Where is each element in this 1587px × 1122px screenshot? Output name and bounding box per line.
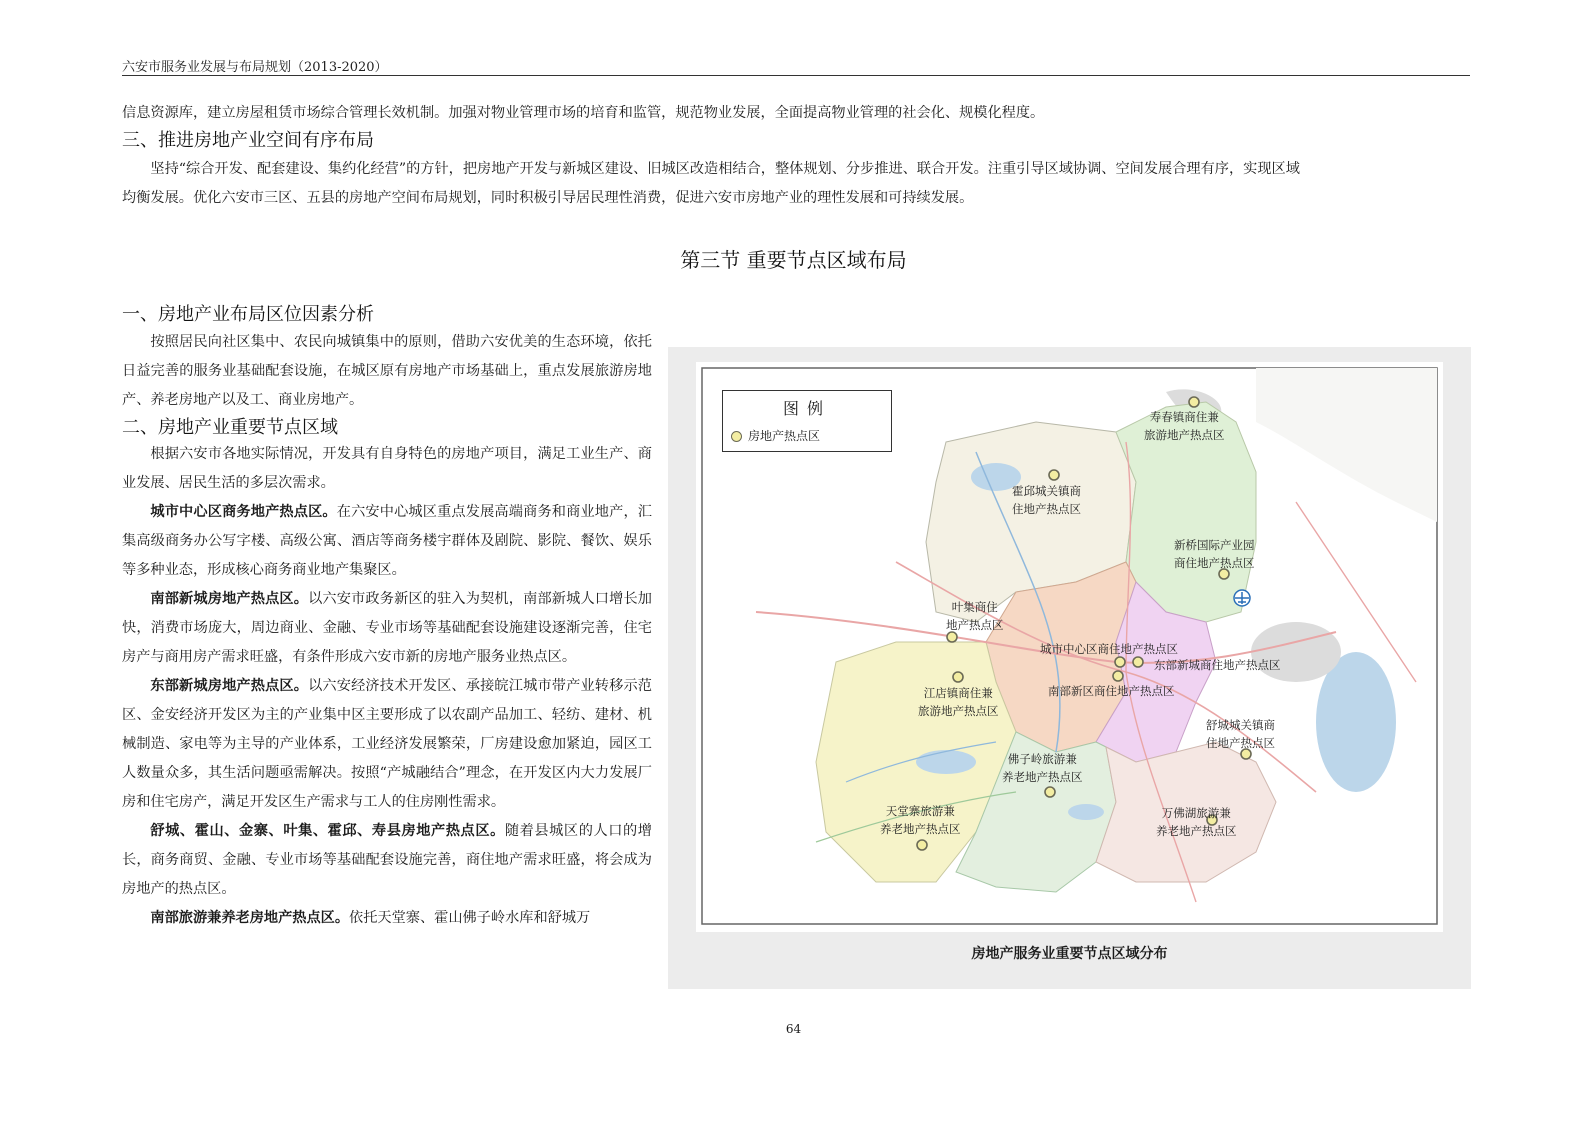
section3-paragraph-line2: 均衡发展。优化六安市三区、五县的房地产空间布局规划，同时积极引导居民理性消费，促进六安市房地产业的理性发展和可持续发展。: [122, 190, 974, 206]
node-item-title: 南部旅游兼养老房地产热点区。: [150, 910, 350, 926]
airport-icon: [1234, 590, 1250, 606]
map-label-jiangdian: 江店镇商住兼 旅游地产热点区: [918, 686, 999, 718]
node-item-city-center: [122, 498, 652, 585]
map-label-city-center: 城市中心区商住地产热点区: [1040, 642, 1178, 656]
map-frame: [696, 362, 1443, 932]
hotspot-marker: [917, 840, 927, 850]
legend-title: 图例: [782, 399, 831, 418]
node-item-title: 城市中心区商务地产热点区。: [150, 504, 337, 520]
node-item-text: 以六安经济技术开发区、承接皖江城市带产业转移示范区、金安经济开发区为主的产业集中区主要形成了以农副产品加工、轻纺、建材、机械制造、家电等为主导的产业体系，工业经济发展繁荣，厂房建设愈加紧迫，园区工人数量众多，其生活问题亟需解决。按照“产城融结合”理念，在开发区内大力发展厂房和住宅房产，满足开发区生产需求与工人的住房刚性需求。: [122, 678, 652, 810]
section3-heading: 三、推进房地产业空间有序布局: [122, 130, 374, 151]
header-rule: [122, 75, 1470, 76]
hotspot-marker: [1049, 470, 1059, 480]
node-item-south-tourism: [122, 904, 652, 933]
node-item-south-newtown: [122, 585, 652, 672]
node-item-title: 舒城、霍山、金寨、叶集、霍邱、寿县房地产热点区。: [150, 823, 505, 839]
sub2-heading: 二、房地产业重要节点区域: [122, 417, 338, 438]
legend-item-label: 房地产热点区: [748, 429, 821, 443]
hotspot-marker: [1113, 671, 1123, 681]
node-item-text: 随着县城区的人口的增长，商务商贸、金融、专业市场等基础配套设施完善，商住地产需求旺盛，将会成为房地产的热点区。: [122, 823, 652, 897]
map-caption: 房地产服务业重要节点区域分布: [971, 946, 1168, 962]
map-label-xinqiao: 新桥国际产业园 商住地产热点区: [1174, 538, 1255, 570]
hotspot-marker: [1189, 397, 1199, 407]
chapter-title: 第三节 重要节点区域布局: [680, 248, 907, 272]
sub1-heading: 一、房地产业布局区位因素分析: [122, 304, 374, 325]
map-label-yeji: 叶集商住 地产热点区: [946, 600, 1004, 632]
page-number: 64: [785, 1022, 802, 1036]
page-header-title: 六安市服务业发展与布局规划（2013-2020）: [122, 60, 388, 75]
map-figure: [668, 347, 1471, 989]
sub1-paragraph: 按照居民向社区集中、农民向城镇集中的原则，借助六安优美的生态环境，依托日益完善的服务业基础配套设施，在城区原有房地产市场基础上，重点发展旅游房地产、养老房地产以及工、商业房地产。: [122, 334, 652, 408]
node-item-counties: [122, 817, 652, 904]
map-label-wanfohu: 万佛湖旅游兼 养老地产热点区: [1156, 806, 1237, 838]
hotspot-marker: [953, 672, 963, 682]
map-label-huoqiu: 霍邱城关镇商 住地产热点区: [1012, 484, 1081, 516]
section3-paragraph-line1: 坚持“综合开发、配套建设、集约化经营”的方针，把房地产开发与新城区建设、旧城区改造相结合，整体规划、分步推进、联合开发。注重引导区域协调、空间发展合理有序，实现区域: [150, 161, 1300, 177]
node-item-title: 南部新城房地产热点区。: [150, 591, 309, 607]
left-column: [122, 300, 652, 933]
node-item-text: 以六安市政务新区的驻入为契机，南部新城人口增长加快，消费市场庞大，周边商业、金融、专业市场等基础配套设施建设逐渐完善，住宅房产与商用房产需求旺盛，有条件形成六安市新的房地产服务业热点区。: [122, 591, 652, 665]
map-label-south-newarea: 南部新区商住地产热点区: [1048, 684, 1175, 698]
map-legend: [722, 390, 892, 452]
node-item-title: 东部新城房地产热点区。: [150, 678, 309, 694]
hotspot-marker: [1133, 657, 1143, 667]
map-label-shouchun: 寿春镇商住兼 旅游地产热点区: [1144, 410, 1225, 442]
map-label-east-newtown: 东部新城商住地产热点区: [1154, 658, 1281, 672]
map-label-tiantangzhai: 天堂寨旅游兼 养老地产热点区: [880, 804, 961, 836]
hotspot-legend-icon: [731, 431, 742, 442]
sub2-intro: 根据六安市各地实际情况，开发具有自身特色的房地产项目，满足工业生产、商业发展、居民生活的多层次需求。: [122, 446, 652, 491]
hotspot-marker: [1045, 787, 1055, 797]
node-item-text: 依托天堂寨、霍山佛子岭水库和舒城万: [349, 910, 591, 926]
intro-continuation: 信息资源库，建立房屋租赁市场综合管理长效机制。加强对物业管理市场的培育和监管，规范物业发展，全面提高物业管理的社会化、规模化程度。: [122, 105, 1045, 121]
map-label-shucheng: 舒城城关镇商 住地产热点区: [1206, 718, 1275, 750]
hotspot-marker: [1115, 657, 1125, 667]
map-label-foziling: 佛子岭旅游兼 养老地产热点区: [1002, 752, 1083, 784]
legend-item: [731, 427, 820, 444]
node-item-text: 在六安中心城区重点发展高端商务和商业地产，汇集高级商务办公写字楼、高级公寓、酒店等商务楼宇群体及剧院、影院、餐饮、娱乐等多种业态，形成核心商务商业地产集聚区。: [122, 504, 652, 578]
node-item-east-newtown: [122, 672, 652, 817]
